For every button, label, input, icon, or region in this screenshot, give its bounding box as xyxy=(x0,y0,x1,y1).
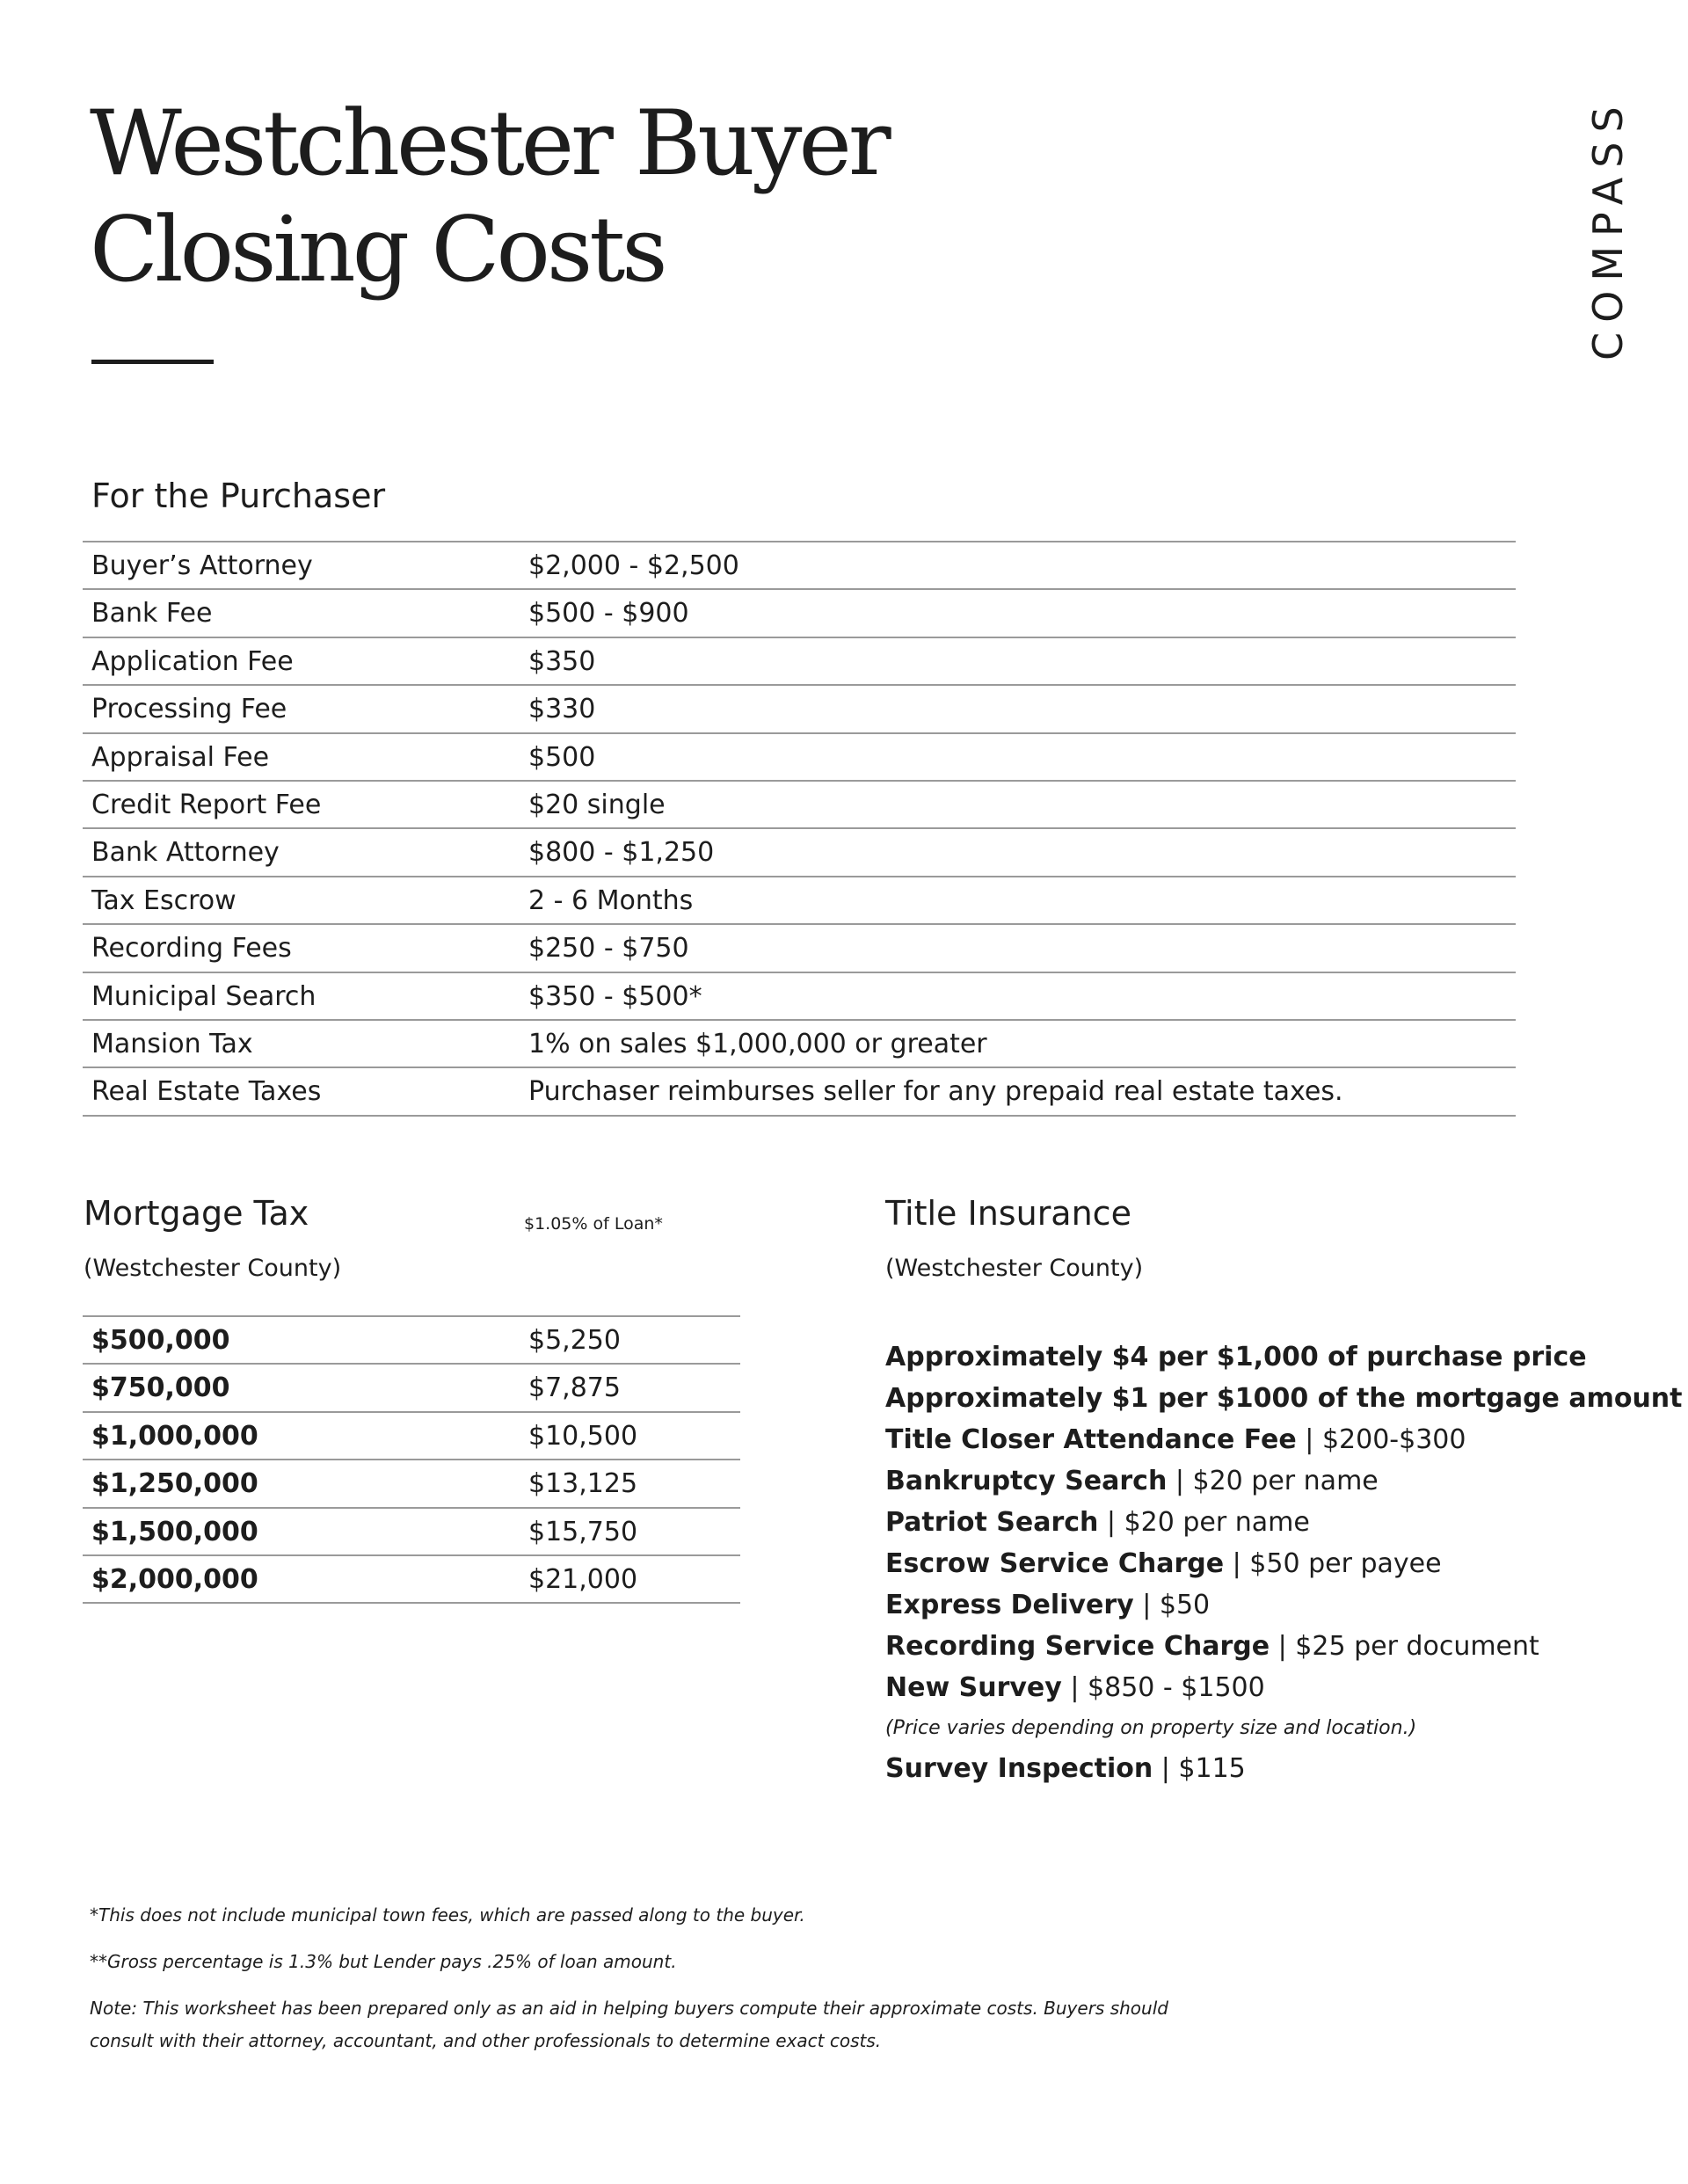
mortgage-rate-note: $1.05% of Loan* xyxy=(524,1214,663,1234)
item-label: Approximately $1 per $1000 of the mortgage amount xyxy=(885,1383,1683,1414)
title-insurance-list xyxy=(885,1336,1683,1789)
list-item xyxy=(885,1748,1683,1789)
item-separator: | xyxy=(1061,1672,1088,1703)
cost-value: Purchaser reimburses seller for any prepaid real estate taxes. xyxy=(528,1076,1343,1108)
table-row xyxy=(83,1021,1516,1068)
table-row xyxy=(83,1509,740,1556)
list-item xyxy=(885,1336,1683,1378)
loan-amount: $1,000,000 xyxy=(91,1420,258,1452)
page-title-line-2: Closing Costs xyxy=(90,198,665,302)
cost-label: Appraisal Fee xyxy=(91,741,270,773)
list-item xyxy=(885,1460,1683,1502)
table-row xyxy=(83,1068,1516,1116)
list-item xyxy=(885,1543,1683,1584)
table-row xyxy=(83,877,1516,925)
table-row xyxy=(83,542,1516,590)
cost-value: 1% on sales $1,000,000 or greater xyxy=(528,1028,987,1059)
item-separator: | xyxy=(1167,1466,1193,1496)
tax-amount: $7,875 xyxy=(528,1372,621,1404)
title-insurance-county: (Westchester County) xyxy=(885,1255,1144,1282)
list-item xyxy=(885,1626,1683,1667)
table-row xyxy=(83,829,1516,877)
item-separator: | xyxy=(1098,1507,1124,1538)
tax-amount: $15,750 xyxy=(528,1516,638,1547)
cost-value: $2,000 - $2,500 xyxy=(528,550,739,581)
cost-label: Bank Attorney xyxy=(91,837,280,869)
survey-price-note: (Price varies depending on property size and location.) xyxy=(885,1717,1417,1739)
tax-amount: $5,250 xyxy=(528,1325,621,1356)
item-label: Bankruptcy Search xyxy=(885,1466,1168,1496)
page-title xyxy=(90,91,888,303)
footnote-disclaimer-line-1: Note: This worksheet has been prepared only as an aid in helping buyers compute their approximate costs. Buyers should xyxy=(90,1998,1168,2019)
cost-label: Buyer’s Attorney xyxy=(91,550,313,581)
cost-value: $250 - $750 xyxy=(528,933,689,965)
item-value: $25 per document xyxy=(1295,1631,1539,1662)
item-label: Recording Service Charge xyxy=(885,1631,1270,1662)
page-title-line-1: Westchester Buyer xyxy=(90,91,888,196)
table-row xyxy=(83,1317,740,1365)
item-label: New Survey xyxy=(885,1672,1062,1703)
list-item xyxy=(885,1667,1683,1708)
table-row xyxy=(83,1413,740,1460)
table-row xyxy=(83,782,1516,829)
cost-value: $350 xyxy=(528,645,596,677)
table-row xyxy=(83,1460,740,1508)
item-label: Survey Inspection xyxy=(885,1753,1153,1784)
table-row xyxy=(83,686,1516,733)
purchaser-heading: For the Purchaser xyxy=(91,477,386,515)
cost-label: Processing Fee xyxy=(91,694,287,725)
item-label: Title Closer Attendance Fee xyxy=(885,1424,1297,1455)
cost-label: Credit Report Fee xyxy=(91,789,322,820)
table-row xyxy=(83,925,1516,972)
cost-value: $500 - $900 xyxy=(528,598,689,630)
table-row xyxy=(83,973,1516,1021)
footnote-municipal-fees: *This does not include municipal town fees, which are passed along to the buyer. xyxy=(90,1904,805,1926)
table-row xyxy=(83,1556,740,1604)
item-value: $50 per payee xyxy=(1249,1548,1442,1579)
cost-value: $350 - $500* xyxy=(528,980,702,1012)
item-value: $850 - $1500 xyxy=(1088,1672,1265,1703)
loan-amount: $750,000 xyxy=(91,1372,230,1404)
loan-amount: $1,500,000 xyxy=(91,1516,258,1547)
cost-label: Application Fee xyxy=(91,645,294,677)
item-label: Express Delivery xyxy=(885,1590,1134,1620)
cost-label: Mansion Tax xyxy=(91,1028,253,1059)
item-separator: | xyxy=(1270,1631,1296,1662)
item-separator: | xyxy=(1153,1753,1179,1784)
table-row xyxy=(83,1365,740,1412)
item-value: $20 per name xyxy=(1124,1507,1310,1538)
tax-amount: $13,125 xyxy=(528,1468,638,1500)
item-separator: | xyxy=(1224,1548,1250,1579)
cost-label: Recording Fees xyxy=(91,933,292,965)
cost-label: Bank Fee xyxy=(91,598,213,630)
cost-label: Municipal Search xyxy=(91,980,316,1012)
purchaser-cost-table xyxy=(83,541,1516,1117)
footnote-disclaimer-line-2: consult with their attorney, accountant, and other professionals to determine exact costs. xyxy=(90,2030,882,2051)
mortgage-tax-heading: Mortgage Tax xyxy=(84,1194,309,1233)
cost-value: $330 xyxy=(528,694,596,725)
item-value: $50 xyxy=(1159,1590,1211,1620)
item-value: $200-$300 xyxy=(1321,1424,1466,1455)
list-item xyxy=(885,1378,1683,1419)
loan-amount: $500,000 xyxy=(91,1325,230,1356)
item-label: Approximately $4 per $1,000 of purchase price xyxy=(885,1342,1587,1372)
cost-value: $800 - $1,250 xyxy=(528,837,715,869)
table-row xyxy=(83,734,1516,782)
title-divider xyxy=(91,360,214,364)
mortgage-tax-table xyxy=(83,1315,740,1604)
mortgage-tax-county: (Westchester County) xyxy=(84,1255,342,1282)
cost-label: Tax Escrow xyxy=(91,885,236,916)
cost-value: $500 xyxy=(528,741,596,773)
loan-amount: $2,000,000 xyxy=(91,1563,258,1595)
item-value: $20 per name xyxy=(1192,1466,1379,1496)
table-row xyxy=(83,638,1516,686)
loan-amount: $1,250,000 xyxy=(91,1468,258,1500)
item-value: $115 xyxy=(1178,1753,1246,1784)
cost-label: Real Estate Taxes xyxy=(91,1076,322,1108)
footnote-gross-percentage: **Gross percentage is 1.3% but Lender pays .25% of loan amount. xyxy=(90,1951,677,1972)
table-row xyxy=(83,590,1516,637)
cost-value: 2 - 6 Months xyxy=(528,885,694,916)
item-separator: | xyxy=(1133,1590,1160,1620)
title-insurance-heading: Title Insurance xyxy=(885,1194,1131,1233)
tax-amount: $21,000 xyxy=(528,1563,638,1595)
item-separator: | xyxy=(1296,1424,1322,1455)
list-item xyxy=(885,1502,1683,1543)
cost-value: $20 single xyxy=(528,789,666,820)
compass-logo: COMPASS xyxy=(1584,97,1632,360)
list-item xyxy=(885,1419,1683,1460)
item-label: Escrow Service Charge xyxy=(885,1548,1225,1579)
tax-amount: $10,500 xyxy=(528,1420,638,1452)
item-label: Patriot Search xyxy=(885,1507,1099,1538)
list-item xyxy=(885,1584,1683,1626)
